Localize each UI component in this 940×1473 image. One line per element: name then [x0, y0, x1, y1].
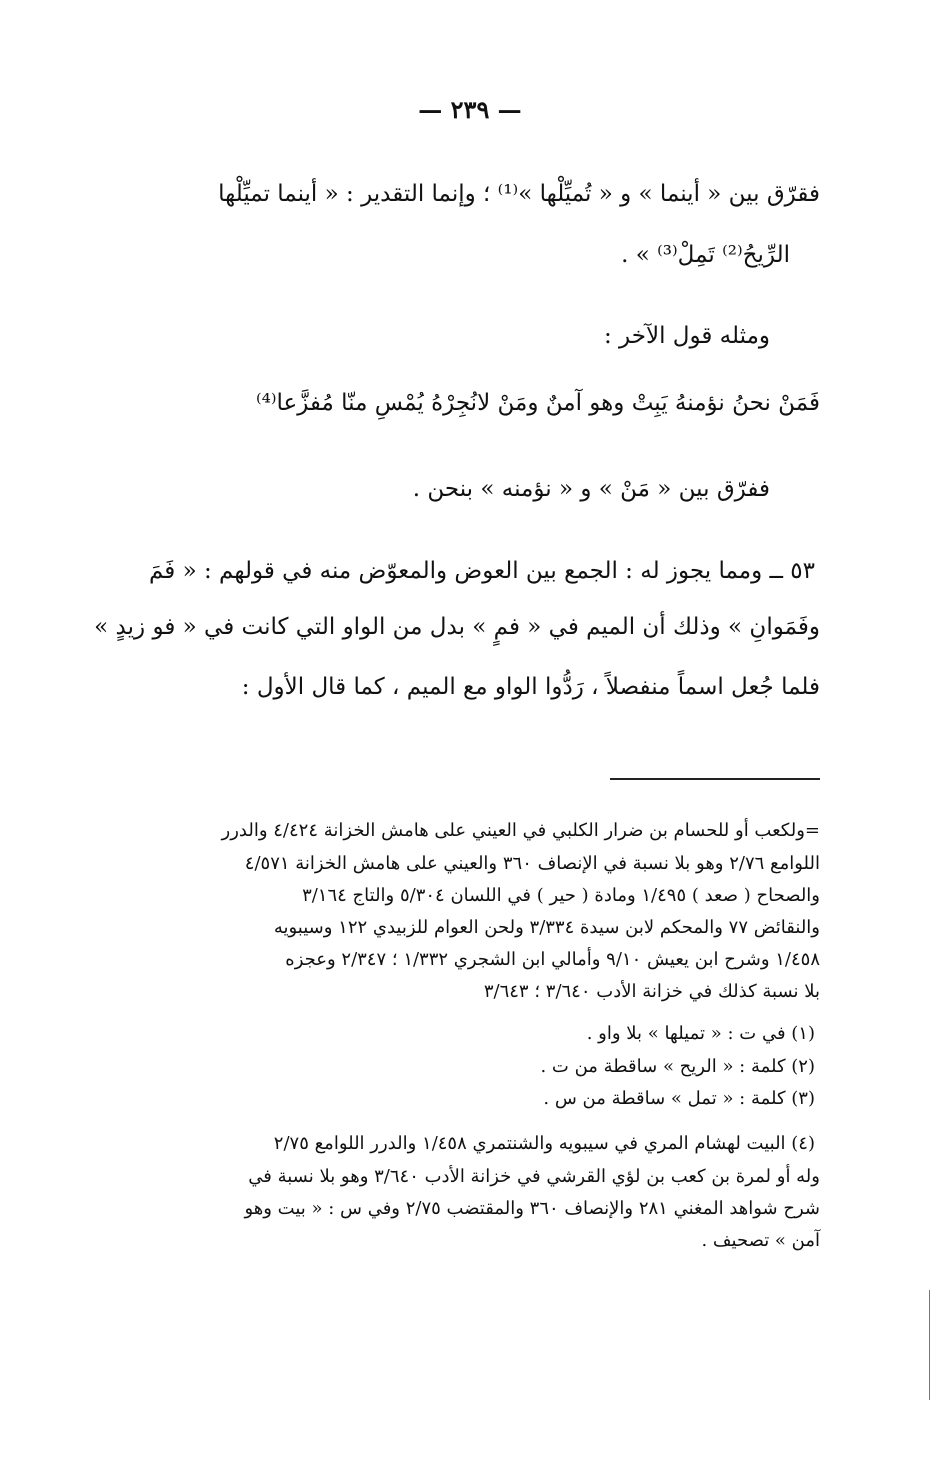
- footnote-continued-line-5: ١/٤٥٨ وشرح ابن يعيش ٩/١٠ وأمالي ابن الشجري ١/٣٣٢ ؛ ٢/٣٤٧ وعجزه: [285, 949, 820, 970]
- footnote-continued-line-1: =ولكعب أو للحسام بن ضرار الكلبي في العيني على هامش الخزانة ٤/٤٢٤ والدرر: [221, 820, 820, 841]
- body-line-1: فقرّق بين « أينما » و « تُميِّلْها »⁽¹⁾ ؛ وإنما التقدير : « أينما تميِّلْها: [218, 181, 820, 207]
- footnote-4-line-4: آمن » تصحيف .: [701, 1230, 820, 1251]
- verse-line: فَمَنْ نحنُ نؤمنهُ يَبِتْ وهو آمنٌ ومَنْ لانُجِرْهُ يُمْسِ منّا مُفزَّعا⁽⁴⁾: [255, 390, 820, 416]
- footnote-separator: [610, 778, 820, 780]
- paragraph-53-line-2: وفَمَوانِ » وذلك أن الميم في « فمٍ » بدل من الواو التي كانت في « فو زيدٍ »: [94, 614, 820, 640]
- body-line-2: الرِّيحُ⁽²⁾ تَمِلْ⁽³⁾ » .: [621, 242, 790, 268]
- footnote-3: (٣) كلمة : « تمل » ساقطة من س .: [543, 1088, 815, 1109]
- footnote-2: (٢) كلمة : « الريح » ساقطة من ت .: [540, 1056, 815, 1077]
- page-number: — ٢٣٩ —: [418, 95, 522, 124]
- page-edge-mark: [929, 1290, 930, 1400]
- footnote-continued-line-3: والصحاح ( صعد ) ١/٤٩٥ ومادة ( حير ) في اللسان ٥/٣٠٤ والتاج ٣/١٦٤: [302, 885, 820, 906]
- footnote-4-line-1: (٤) البيت لهشام المري في سيبويه والشنتمري ١/٤٥٨ والدرر اللوامع ٢/٧٥: [273, 1133, 815, 1154]
- footnote-4-line-2: وله أو لمرة بن كعب بن لؤي القرشي في خزانة الأدب ٣/٦٤٠ وهو بلا نسبة في: [248, 1166, 820, 1187]
- footnote-continued-line-4: والنقائض ٧٧ والمحكم لابن سيدة ٣/٣٣٤ ولحن العوام للزبيدي ١٢٢ وسيبويه: [273, 917, 820, 938]
- body-line-3: ومثله قول الآخر :: [604, 323, 770, 349]
- footnote-continued-line-6: بلا نسبة كذلك في خزانة الأدب ٣/٦٤٠ ؛ ٣/٦٤٣: [483, 981, 820, 1002]
- paragraph-53-line-1: ٥٣ ــ ومما يجوز له : الجمع بين العوض والمعوّض منه في قولهم : « فَمَ: [149, 558, 815, 584]
- paragraph-53-line-3: فلما جُعل اسماً منفصلاً ، رَدُّوا الواو مع الميم ، كما قال الأول :: [241, 674, 820, 700]
- footnote-continued-line-2: اللوامع ٢/٧٦ وهو بلا نسبة في الإنصاف ٣٦٠ والعيني على هامش الخزانة ٤/٥٧١: [244, 853, 820, 874]
- footnote-1: (١) في ت : « تميلها » بلا واو .: [586, 1023, 815, 1044]
- body-line-5: ففرّق بين « مَنْ » و « نؤمنه » بنحن .: [412, 476, 770, 502]
- footnote-4-line-3: شرح شواهد المغني ٢٨١ والإنصاف ٣٦٠ والمقتضب ٢/٧٥ وفي س : « بيت وهو: [244, 1198, 820, 1219]
